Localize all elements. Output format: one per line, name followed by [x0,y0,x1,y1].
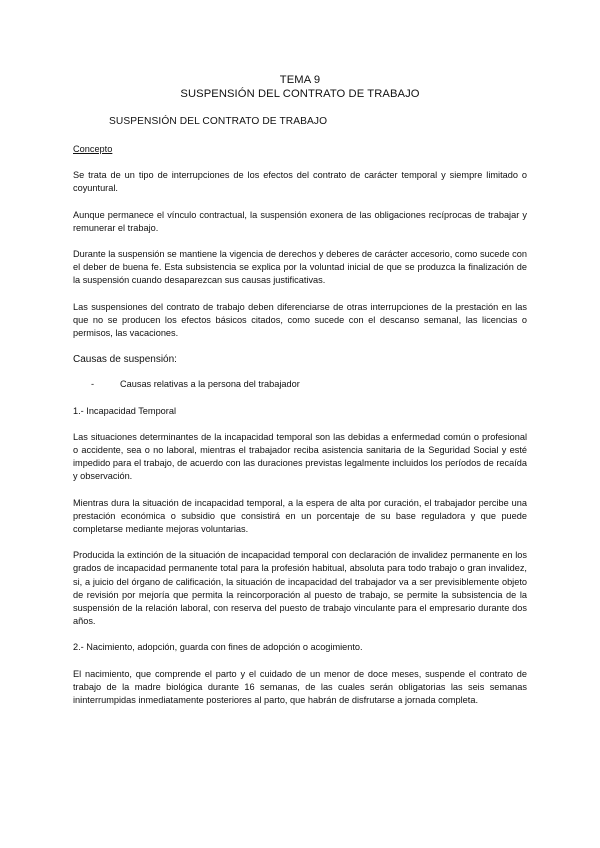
paragraph: Durante la suspensión se mantiene la vigencia de derechos y deberes de carácter accesorio, como sucede con el deber de buena fe. Esta subsistencia se explica por la voluntad inicial de que se produzca la finalización de la suspensión cuando desaparezcan sus causas justificativas. [73,249,527,286]
paragraph: Mientras dura la situación de incapacidad temporal, a la espera de alta por curación, el trabajador percibe una prestación económica o subsidio que consistirá en un porcentaje de su base reguladora y que puede completarse mediante mejoras voluntarias. [73,497,527,535]
paragraph: Las situaciones determinantes de la incapacidad temporal son las debidas a enfermedad común o profesional o accidente, sea o no laboral, mientras el trabajador reciba asistencia sanitaria de la Seguridad Social y esté impedido para el trabajo, de acuerdo con las duraciones previstas legalmente incluidos los períodos de recaída y observación. [73,431,527,482]
paragraph: Producida la extinción de la situación de incapacidad temporal con declaración de invalidez permanente en los grados de incapacidad permanente total para la profesión habitual, absoluta para todo trabajo o gran invalidez, si, a juicio del órgano de calificación, la situación de incapacidad del trabajador va a ser previsiblemente objeto de revisión por mejoría que permita la reincorporación al puesto de trabajo, se permite la subsistencia de la suspensión de la relación laboral, con reserva del puesto de trabajo vinculante para el empresario durante dos años. [73,550,527,627]
section2-heading: 2.- Nacimiento, adopción, guarda con fines de adopción o acogimiento. [73,642,363,653]
concepto-heading: Concepto [73,144,113,154]
causas-heading: Causas de suspensión: [73,354,177,366]
title-block [0,73,600,101]
list-item-text: Causas relativas a la persona del trabajador [120,379,300,390]
paragraph: El nacimiento, que comprende el parto y el cuidado de un menor de doce meses, suspende el contrato de trabajo de la madre biológica durante 16 semanas, de las cuales serán obligatorias las seis semanas ininterrumpidas inmediatamente posteriores al parto, que habrán de disfrutarse a jornada completa. [73,668,527,706]
document-body [73,143,527,707]
list-dash: - [91,379,95,390]
paragraph: Aunque permanece el vínculo contractual, la suspensión exonera de las obligaciones recíprocas de trabajar y remunerar el trabajo. [73,209,527,233]
document-title: SUSPENSIÓN DEL CONTRATO DE TRABAJO [180,88,420,100]
document-subtitle: SUSPENSIÓN DEL CONTRATO DE TRABAJO [109,116,328,127]
section1-heading: 1.- Incapacidad Temporal [73,405,176,416]
tema-number: TEMA 9 [279,74,321,86]
list-item [73,378,527,391]
paragraph: Las suspensiones del contrato de trabajo deben diferenciarse de otras interrupciones de la prestación en las que no se producen los efectos básicos citados, como sucede con el descanso semanal, las licencias o permisos, las vacaciones. [73,301,527,339]
paragraph: Se trata de un tipo de interrupciones de los efectos del contrato de carácter temporal y siempre limitado o coyuntural. [73,170,527,194]
